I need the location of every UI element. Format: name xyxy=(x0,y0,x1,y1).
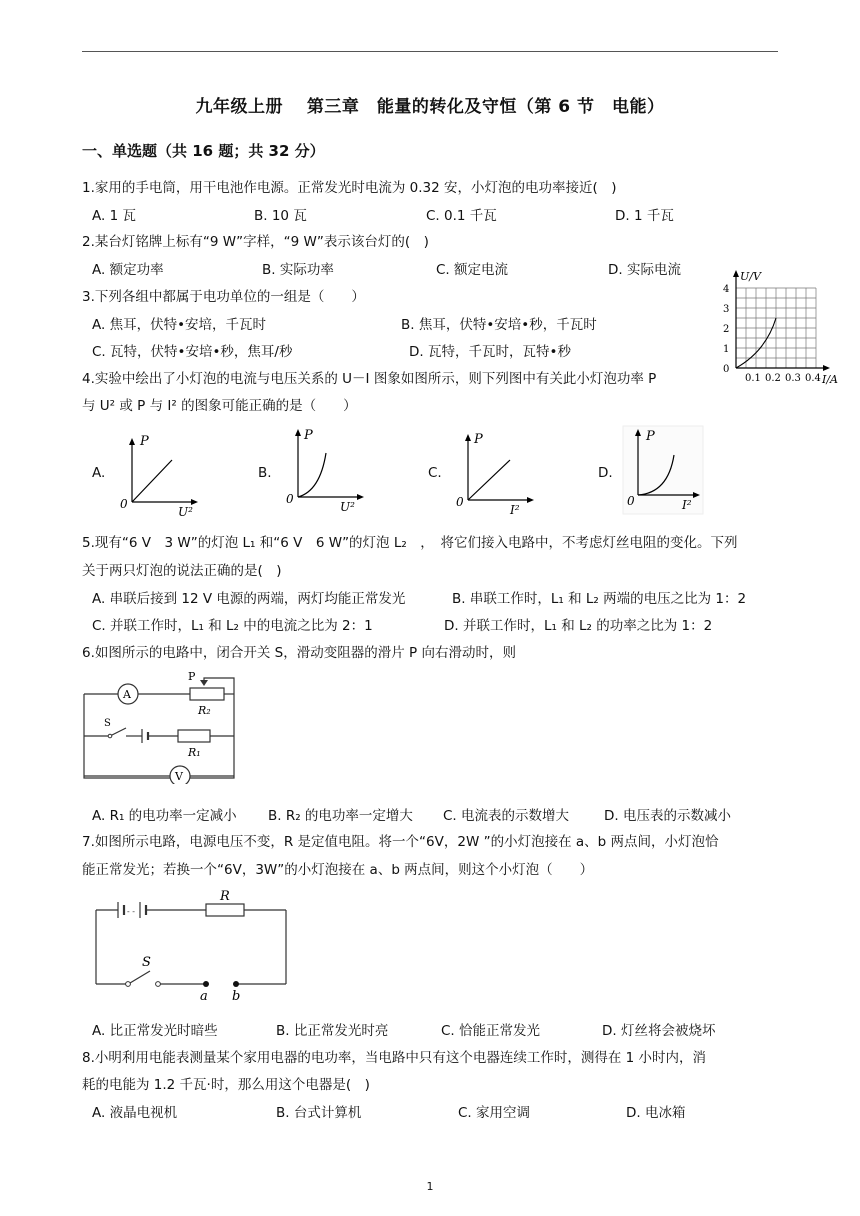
q7-option-c[interactable]: C. 恰能正常发光 xyxy=(441,1023,541,1039)
svg-text:a: a xyxy=(200,989,208,1004)
q7-option-b[interactable]: B. 比正常发光时亮 xyxy=(276,1023,389,1039)
ytick: 0 xyxy=(723,364,730,375)
svg-text:S: S xyxy=(142,955,151,970)
question-8-stem-line1: 8.小明利用电能表测量某个家用电器的电功率，当电路中只有这个电器连续工作时，测得在 1 小时内，消 xyxy=(82,1050,707,1066)
q7-option-d[interactable]: D. 灯丝将会被烧坏 xyxy=(602,1023,716,1039)
svg-text:b: b xyxy=(232,989,241,1004)
q4-graph-a xyxy=(112,430,202,520)
svg-text:0: 0 xyxy=(456,495,464,509)
ytick: 3 xyxy=(723,304,730,315)
q5-option-d[interactable]: D. 并联工作时，L₁ 和 L₂ 的功率之比为 1：2 xyxy=(444,618,713,634)
question-1-stem: 1.家用的手电筒，用干电池作电源。正常发光时电流为 0.32 安，小灯泡的电功率接近( ) xyxy=(82,180,617,196)
svg-text:U²: U² xyxy=(340,500,355,514)
q1-option-a[interactable]: A. 1 瓦 xyxy=(92,208,136,224)
svg-text:- -: - - xyxy=(127,907,135,916)
ytick: 1 xyxy=(723,344,730,355)
q4-option-c[interactable]: C. xyxy=(428,465,442,481)
svg-text:R₂: R₂ xyxy=(198,704,211,717)
q1-option-b[interactable]: B. 10 瓦 xyxy=(254,208,307,224)
q1-option-c[interactable]: C. 0.1 千瓦 xyxy=(426,208,497,224)
question-7-stem-line2: 能正常发光；若换一个“6V，3W”的小灯泡接在 a、b 两点间，则这个小灯泡（ ） xyxy=(82,862,594,878)
q3-option-b[interactable]: B. 焦耳，伏特•安培•秒，千瓦时 xyxy=(401,317,597,333)
question-5-stem-line1: 5.现有“6 V 3 W”的灯泡 L₁ 和“6 V 6 W”的灯泡 L₂ ， 将它们接入电路中，不考虑灯丝电阻的变化。下列 xyxy=(82,535,738,551)
question-7-stem-line1: 7.如图所示电路，电源电压不变，R 是定值电阻。将一个“6V，2W ”的小灯泡接在 a、b 两点间，小灯泡恰 xyxy=(82,834,719,850)
question-4-stem-line2: 与 U² 或 P 与 I² 的图象可能正确的是（ ） xyxy=(82,398,357,414)
q3-option-d[interactable]: D. 瓦特，千瓦时，瓦特•秒 xyxy=(409,344,571,360)
q2-option-c[interactable]: C. 额定电流 xyxy=(436,262,509,278)
q4-graph-c xyxy=(448,428,538,520)
svg-text:P: P xyxy=(140,434,149,449)
q8-option-d[interactable]: D. 电冰箱 xyxy=(626,1105,686,1121)
ytick: 2 xyxy=(723,324,730,335)
point-a xyxy=(203,981,209,987)
svg-text:A: A xyxy=(123,688,131,701)
page-number: 1 xyxy=(426,1180,434,1193)
svg-text:I²: I² xyxy=(510,503,520,517)
question-8-stem-line2: 耗的电能为 1.2 千瓦·时，那么用这个电器是( ) xyxy=(82,1077,370,1093)
q8-option-c[interactable]: C. 家用空调 xyxy=(458,1105,531,1121)
q1-option-d[interactable]: D. 1 千瓦 xyxy=(615,208,674,224)
q5-option-c[interactable]: C. 并联工作时，L₁ 和 L₂ 中的电流之比为 2：1 xyxy=(92,618,373,634)
q4-option-a[interactable]: A. xyxy=(92,465,106,481)
question-5-stem-line2: 关于两只灯泡的说法正确的是( ) xyxy=(82,563,282,579)
xtick: 0.1 xyxy=(745,373,761,384)
q6-option-c[interactable]: C. 电流表的示数增大 xyxy=(443,808,570,824)
point-b xyxy=(233,981,239,987)
ytick: 4 xyxy=(723,284,730,295)
q6-option-b[interactable]: B. R₂ 的电功率一定增大 xyxy=(268,808,413,824)
svg-text:P: P xyxy=(646,429,655,444)
xtick: 0.3 xyxy=(785,373,801,384)
q4-graph-b xyxy=(278,425,368,520)
q2-option-a[interactable]: A. 额定功率 xyxy=(92,262,164,278)
q4-option-b[interactable]: B. xyxy=(258,465,272,481)
q3-option-c[interactable]: C. 瓦特，伏特•安培•秒，焦耳/秒 xyxy=(92,344,293,360)
svg-text:V: V xyxy=(175,770,183,783)
q7-option-a[interactable]: A. 比正常发光时暗些 xyxy=(92,1023,218,1039)
q3-option-a[interactable]: A. 焦耳，伏特•安培，千瓦时 xyxy=(92,317,267,333)
question-6-stem: 6.如图所示的电路中，闭合开关 S，滑动变阻器的滑片 P 向右滑动时，则 xyxy=(82,645,516,661)
ui-graph xyxy=(714,266,848,390)
svg-text:I²: I² xyxy=(682,498,692,512)
q6-option-d[interactable]: D. 电压表的示数减小 xyxy=(604,808,731,824)
q4-option-d[interactable]: D. xyxy=(598,465,613,481)
graph-xlabel: I/A xyxy=(822,373,838,386)
svg-text:R₁: R₁ xyxy=(188,746,201,759)
q5-option-a[interactable]: A. 串联后接到 12 V 电源的两端，两灯均能正常发光 xyxy=(92,591,406,607)
q6-circuit xyxy=(82,668,242,784)
xtick: 0.4 xyxy=(805,373,821,384)
q8-option-a[interactable]: A. 液晶电视机 xyxy=(92,1105,178,1121)
graph-ylabel: U/V xyxy=(740,270,761,283)
q2-option-d[interactable]: D. 实际电流 xyxy=(608,262,681,278)
q5-option-b[interactable]: B. 串联工作时，L₁ 和 L₂ 两端的电压之比为 1：2 xyxy=(452,591,747,607)
question-2-stem: 2.某台灯铭牌上标有“9 W”字样，“9 W”表示该台灯的( ) xyxy=(82,234,429,250)
question-4-stem-line1: 4.实验中绘出了小灯泡的电流与电压关系的 U－I 图象如图所示，则下列图中有关此小灯泡功率 P xyxy=(82,371,657,387)
q8-option-b[interactable]: B. 台式计算机 xyxy=(276,1105,362,1121)
svg-text:0: 0 xyxy=(286,492,294,506)
svg-text:0: 0 xyxy=(627,494,635,508)
svg-text:R: R xyxy=(220,889,230,904)
q4-graph-d xyxy=(622,425,706,517)
xtick: 0.2 xyxy=(765,373,781,384)
svg-text:P: P xyxy=(474,432,483,447)
svg-text:U²: U² xyxy=(178,505,193,519)
svg-text:S: S xyxy=(104,718,111,729)
svg-text:0: 0 xyxy=(120,497,128,511)
svg-text:P: P xyxy=(188,670,196,683)
q7-circuit xyxy=(88,888,298,1006)
svg-text:P: P xyxy=(304,428,313,443)
q6-option-a[interactable]: A. R₁ 的电功率一定减小 xyxy=(92,808,237,824)
q2-option-b[interactable]: B. 实际功率 xyxy=(262,262,334,278)
section-title: 一、单选题（共 16 题；共 32 分） xyxy=(82,142,325,160)
header-rule xyxy=(82,51,778,52)
question-3-stem: 3.下列各组中都属于电功单位的一组是（ ） xyxy=(82,289,365,305)
page-title: 九年级上册 第三章 能量的转化及守恒（第 6 节 电能） xyxy=(195,97,665,117)
